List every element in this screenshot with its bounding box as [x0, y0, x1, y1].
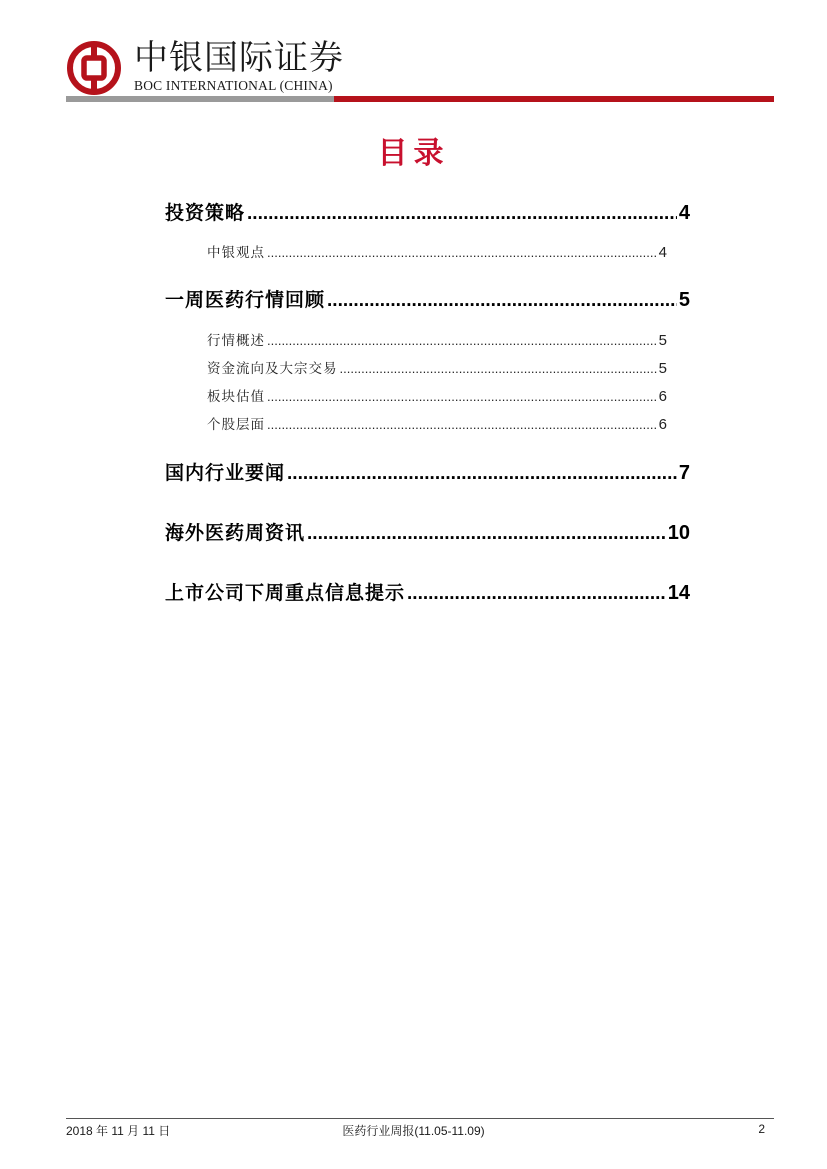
toc-leader-dots — [267, 333, 657, 348]
toc-entry-market-overview[interactable] — [207, 329, 667, 349]
header-rule-red — [334, 96, 774, 102]
toc-entry-page: 6 — [658, 388, 667, 405]
toc-entry-label: 国内行业要闻 — [165, 462, 286, 484]
toc-leader-dots — [340, 361, 657, 376]
footer-rule — [66, 1118, 774, 1119]
toc-leader-dots — [307, 523, 666, 545]
toc-entry-sector-valuation[interactable] — [207, 385, 667, 405]
toc-entry-label: 一周医药行情回顾 — [165, 289, 326, 311]
toc-entry-label: 板块估值 — [207, 389, 265, 405]
toc-title: 目录 — [377, 136, 450, 171]
brand-name-english: BOC INTERNATIONAL (CHINA) — [134, 78, 333, 93]
toc-leader-dots — [287, 463, 677, 485]
toc-entry-fund-flows[interactable] — [207, 357, 667, 377]
footer-date: 2018 年 11 月 11 日 — [66, 1124, 171, 1138]
toc-entry-label: 投资策略 — [165, 202, 246, 224]
toc-entry-company-notices[interactable] — [165, 578, 690, 605]
toc-entry-page: 5 — [678, 289, 690, 311]
toc-entry-page: 14 — [667, 582, 690, 604]
toc-leader-dots — [247, 203, 677, 225]
toc-entry-weekly-review[interactable] — [165, 285, 690, 312]
toc-leader-dots — [267, 389, 657, 404]
toc-entry-page: 4 — [658, 244, 667, 261]
toc-entry-page: 10 — [667, 522, 690, 544]
boc-logo-icon — [67, 41, 121, 95]
toc-entry-page: 5 — [658, 332, 667, 349]
toc-entry-boc-view[interactable] — [207, 241, 667, 261]
header-rule-grey — [66, 96, 334, 102]
toc-entry-label: 个股层面 — [207, 417, 265, 433]
brand-name-chinese: 中银国际证券 — [134, 38, 344, 78]
footer-page-number: 2 — [758, 1122, 765, 1136]
toc-entry-label: 上市公司下周重点信息提示 — [165, 582, 406, 604]
toc-entry-label: 资金流向及大宗交易 — [207, 361, 338, 377]
toc-entry-investment-strategy[interactable] — [165, 198, 690, 225]
toc-entry-stock-level[interactable] — [207, 413, 667, 433]
footer-report-title: 医药行业周报(11.05-11.09) — [342, 1124, 485, 1138]
toc-entry-page: 7 — [678, 462, 690, 484]
toc-leader-dots — [407, 583, 666, 605]
toc-leader-dots — [267, 245, 657, 260]
toc-entry-page: 4 — [678, 202, 690, 224]
page-header — [0, 0, 827, 110]
toc-entry-label: 海外医药周资讯 — [165, 522, 306, 544]
toc-entry-overseas-news[interactable] — [165, 518, 690, 545]
toc-entry-label: 行情概述 — [207, 333, 265, 349]
toc-leader-dots — [327, 290, 677, 312]
toc-entry-label: 中银观点 — [207, 245, 265, 261]
toc-entry-domestic-news[interactable] — [165, 458, 690, 485]
toc-leader-dots — [267, 417, 657, 432]
toc-entry-page: 6 — [658, 416, 667, 433]
toc-entry-page: 5 — [658, 360, 667, 377]
